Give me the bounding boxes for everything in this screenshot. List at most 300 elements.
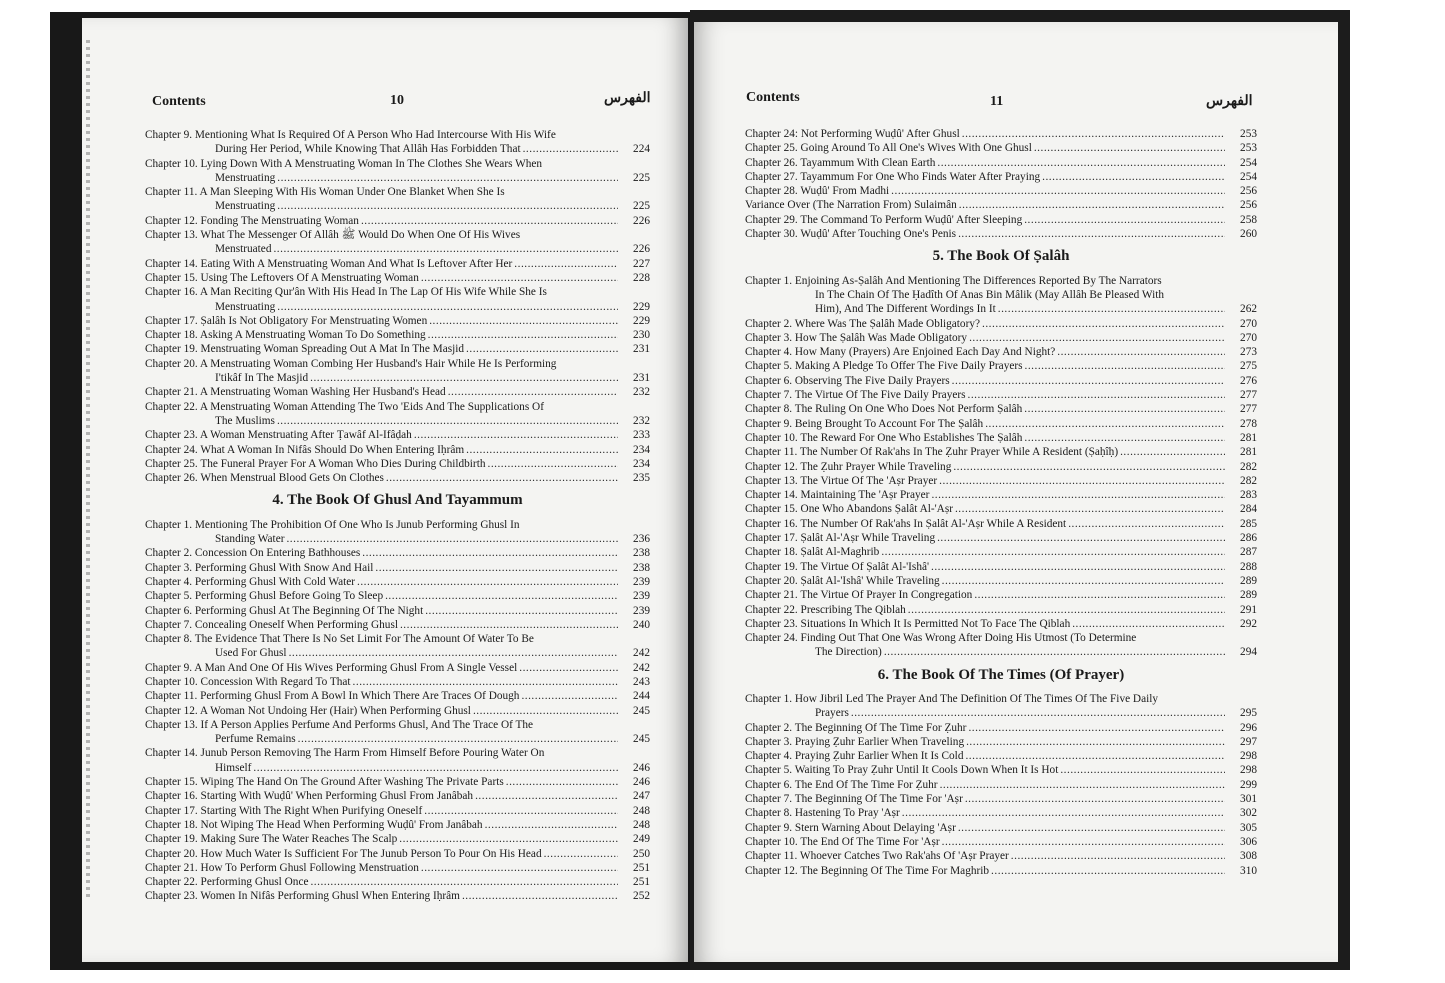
leader-dots — [473, 704, 618, 718]
chapter-number: Chapter 5. — [745, 764, 793, 777]
chapter-number: Chapter 11. — [145, 690, 198, 703]
leader-dots — [1024, 213, 1225, 227]
chapter-title: The Beginning Of The Time For Maghrib — [800, 864, 990, 877]
left-header-title: Contents — [152, 94, 206, 109]
page-ref: 225 — [633, 171, 650, 184]
chapter-title: The Virtue Of Ṣalât Al-'Ishâ' — [800, 560, 930, 573]
leader-dots — [958, 227, 1225, 241]
toc-entry — [145, 185, 650, 214]
toc-entry — [145, 804, 650, 818]
chapter-number: Chapter 30. — [745, 228, 798, 241]
chapter-title-continued: During Her Period, While Knowing That Allâh Has Forbidden That — [215, 143, 521, 156]
page-ref: 238 — [633, 561, 650, 574]
chapter-number: Chapter 6. — [745, 778, 793, 791]
leader-dots — [908, 603, 1225, 617]
chapter-title: Fonding The Menstruating Woman — [200, 214, 359, 227]
chapter-title: A Menstruating Woman Attending The Two 'Eids And The Supplications Of — [199, 400, 544, 413]
chapter-number: Chapter 13. — [145, 229, 198, 242]
left-toc-chapters-ghusl — [145, 518, 650, 904]
toc-entry — [745, 531, 1257, 545]
chapter-title: Tayammum With Clean Earth — [800, 156, 936, 169]
toc-entry — [745, 778, 1257, 792]
chapter-title: The End Of The Time For Ẓuhr — [794, 778, 938, 791]
chapter-title: The Number Of Rak'ahs In Ṣalât Al-'Aṣr While A Resident — [800, 517, 1067, 530]
leader-dots — [1068, 517, 1225, 531]
page-ref: 253 — [1240, 128, 1257, 140]
page-ref: 233 — [633, 429, 650, 442]
chapter-title: How Much Water Is Sufficient For The Junub Person To Pour On His Head — [200, 847, 542, 860]
leader-dots — [286, 532, 618, 546]
chapter-number: Chapter 23. — [145, 890, 198, 903]
chapter-number: Chapter 7. — [745, 793, 793, 806]
chapter-title: Ṣalât Al-'Aṣr While Traveling — [800, 532, 936, 545]
leader-dots — [428, 328, 618, 342]
chapter-number: Chapter 2. — [145, 547, 193, 560]
chapter-title: Concealing Oneself When Performing Ghusl — [194, 618, 398, 631]
page-ref: 277 — [1240, 403, 1257, 416]
page-ref: 234 — [633, 443, 650, 456]
chapter-title: Starting With The Right When Purifying Oneself — [200, 804, 423, 817]
book-title-times: 6. The Book Of The Times (Of Prayer) — [877, 666, 1125, 683]
chapter-number: Chapter 14. — [145, 257, 198, 270]
right-toc-chapters-times — [745, 692, 1257, 878]
page-ref: 289 — [1240, 589, 1257, 602]
chapter-title: Waiting To Pray Ẓuhr Until It Cools Down When It Is Hot — [794, 764, 1059, 777]
chapter-title: The Funeral Prayer For A Woman Who Dies During Childbirth — [200, 457, 486, 470]
leader-dots — [940, 778, 1225, 792]
chapter-title: Tayammum For One Who Finds Water After Praying — [800, 170, 1041, 183]
page-ref: 251 — [633, 876, 650, 889]
page-ref: 270 — [1240, 331, 1257, 344]
chapter-number: Chapter 26. — [745, 156, 798, 169]
page-ref: 225 — [633, 200, 650, 213]
toc-entry — [145, 518, 650, 547]
toc-entry — [145, 789, 650, 803]
toc-entry — [145, 271, 650, 285]
chapter-number: Chapter 23. — [745, 617, 798, 630]
chapter-title-continued: Perfume Remains — [215, 733, 296, 746]
chapter-title-continued: Menstruating — [215, 200, 276, 213]
page-ref: 248 — [633, 818, 650, 831]
page-ref: 296 — [1240, 721, 1257, 734]
page-ref: 262 — [1240, 303, 1257, 316]
chapter-number: Chapter 24. — [145, 443, 198, 456]
toc-entry — [745, 631, 1257, 660]
chapter-title: A Woman Menstruating After Ṭawâf Al-Ifâḍah — [199, 429, 412, 442]
chapter-number: Chapter 11. — [745, 850, 798, 863]
chapter-title: Ṣalât Al-Maghrib — [800, 546, 880, 559]
page-ref: 239 — [633, 590, 650, 603]
chapter-number: Chapter 22. — [145, 400, 198, 413]
toc-entry — [745, 721, 1257, 735]
page-ref: 310 — [1240, 864, 1257, 877]
page-ref: 253 — [1240, 142, 1257, 155]
toc-entry — [745, 749, 1257, 763]
chapter-title: Women In Nifâs Performing Ghusl When Entering Iḥrâm — [200, 890, 460, 903]
binding-stitch — [86, 40, 90, 900]
chapter-number: Chapter 24: — [745, 128, 799, 140]
toc-entry — [145, 314, 650, 328]
right-header-arabic: الفهرس — [1206, 94, 1253, 109]
leader-dots — [884, 645, 1225, 659]
toc-entry — [745, 763, 1257, 777]
page-ref: 298 — [1240, 764, 1257, 777]
leader-dots — [1060, 763, 1225, 777]
page-ref: 270 — [1240, 317, 1257, 330]
toc-entry — [145, 457, 650, 471]
left-toc — [145, 128, 650, 904]
page-ref: 229 — [633, 300, 650, 313]
leader-dots — [985, 417, 1225, 431]
chapter-number: Chapter 13. — [145, 718, 198, 731]
leader-dots — [1025, 359, 1225, 373]
chapter-title: Junub Person Removing The Harm From Himself Before Pouring Water On — [200, 747, 545, 760]
chapter-number: Chapter 28. — [745, 185, 798, 198]
page-ref: 256 — [1240, 199, 1257, 212]
leader-dots — [1042, 170, 1225, 184]
page-ref: 252 — [633, 890, 650, 903]
right-page-number: 11 — [990, 94, 1004, 109]
chapter-title: A Woman Not Undoing Her (Hair) When Performing Ghusl — [199, 704, 471, 717]
chapter-title: Wuḍû' After Touching One's Penis — [800, 228, 957, 241]
chapter-title: One Who Abandons Ṣalât Al-'Aṣr — [800, 503, 953, 516]
chapter-number: Chapter 2. — [745, 317, 793, 330]
leader-dots — [1024, 431, 1225, 445]
chapter-title: Ṣalâh Is Not Obligatory For Menstruating Women — [200, 314, 428, 327]
chapter-title: The End Of The Time For 'Aṣr — [800, 835, 940, 848]
chapter-number: Chapter 24. — [745, 632, 798, 645]
chapter-title: The Ruling On One Who Does Not Perform Ṣalâh — [794, 403, 1023, 416]
chapter-title: The Number Of Rak'ahs In The Ẓuhr Prayer While A Resident (Ṣaḥîḥ) — [799, 446, 1119, 459]
leader-dots — [421, 861, 618, 875]
chapter-number: Chapter 11. — [745, 446, 798, 459]
chapter-number: Chapter 15. — [145, 271, 198, 284]
chapter-title: Wuḍû' From Madhi — [800, 185, 890, 198]
page-ref: 285 — [1240, 517, 1257, 530]
page-ref: 246 — [633, 776, 650, 789]
page-ref: 299 — [1240, 778, 1257, 791]
chapter-title: Performing Ghusl At The Beginning Of The Night — [194, 604, 424, 617]
chapter-title-continued: Used For Ghusl — [215, 647, 287, 660]
leader-dots — [466, 342, 618, 356]
leader-dots — [289, 646, 618, 660]
leader-dots — [361, 214, 618, 228]
leader-dots — [421, 271, 618, 285]
chapter-number: Chapter 5. — [745, 360, 793, 373]
toc-entry — [145, 285, 650, 314]
toc-entry — [745, 617, 1257, 631]
page-ref: 275 — [1240, 360, 1257, 373]
page-ref: 301 — [1240, 793, 1257, 806]
toc-entry — [145, 357, 650, 386]
leader-dots — [519, 661, 618, 675]
chapter-number: Chapter 18. — [745, 546, 798, 559]
leader-dots — [937, 156, 1225, 170]
toc-entry — [745, 821, 1257, 835]
leader-dots — [514, 257, 618, 271]
chapter-number: Chapter 3. — [745, 331, 793, 344]
chapter-title: Concession With Regard To That — [200, 675, 351, 688]
toc-entry — [745, 488, 1257, 502]
toc-entry — [145, 257, 650, 271]
leader-dots — [462, 889, 618, 903]
page-ref: 256 — [1240, 185, 1257, 198]
chapter-title: Performing Ghusl Once — [200, 876, 309, 889]
chapter-number: Chapter 20. — [745, 574, 798, 587]
toc-entry — [145, 889, 650, 903]
chapter-title: Performing Ghusl Before Going To Sleep — [194, 590, 384, 603]
toc-entry — [745, 835, 1257, 849]
chapter-number: Chapter 2. — [745, 721, 793, 734]
chapter-title: Not Wiping The Head When Performing Wuḍû' From Janâbah — [200, 818, 483, 831]
leader-dots — [424, 804, 618, 818]
chapter-title: The Virtue Of Prayer In Congregation — [800, 589, 973, 602]
page-ref: 282 — [1240, 460, 1257, 473]
toc-entry — [745, 274, 1257, 317]
toc-entry — [745, 445, 1257, 459]
chapter-number: Chapter 5. — [145, 590, 193, 603]
toc-entry — [745, 574, 1257, 588]
chapter-number: Chapter 9. — [745, 821, 793, 834]
leader-dots — [953, 460, 1225, 474]
toc-entry — [745, 603, 1257, 617]
chapter-title: Where Was The Ṣalâh Made Obligatory? — [794, 317, 981, 330]
toc-entry — [745, 156, 1257, 170]
chapter-title: Wiping The Hand On The Ground After Washing The Private Parts — [200, 776, 504, 789]
chapter-number: Chapter 4. — [745, 346, 793, 359]
toc-entry — [145, 861, 650, 875]
toc-entry — [745, 374, 1257, 388]
toc-entry — [745, 864, 1257, 878]
page-ref: 247 — [633, 790, 650, 803]
chapter-number: Chapter 14. — [745, 489, 798, 502]
chapter-title: Eating With A Menstruating Woman And What Is Leftover After Her — [200, 257, 513, 270]
page-ref: 289 — [1240, 574, 1257, 587]
toc-entry — [145, 561, 650, 575]
toc-entry — [145, 875, 650, 889]
leader-dots — [277, 171, 618, 185]
toc-entry — [145, 428, 650, 442]
chapter-title: Stern Warning About Delaying 'Aṣr — [794, 821, 956, 834]
page-ref: 283 — [1240, 489, 1257, 502]
page-ref: 281 — [1240, 431, 1257, 444]
leader-dots — [962, 127, 1225, 141]
chapter-number: Chapter 16. — [145, 286, 198, 299]
chapter-title: Situations In Which It Is Permitted Not To Face The Qiblah — [800, 617, 1071, 630]
toc-entry — [745, 359, 1257, 373]
page-ref: 295 — [1240, 707, 1257, 720]
page-ref: 254 — [1240, 170, 1257, 183]
chapter-title: How Many (Prayers) Are Enjoined Each Day And Night? — [794, 346, 1056, 359]
left-toc-chapters-menstruation — [145, 128, 650, 485]
page-ref: 234 — [633, 457, 650, 470]
leader-dots — [521, 689, 618, 703]
chapter-title: The Evidence That There Is No Set Limit For The Amount Of Water To Be — [194, 633, 534, 646]
page-ref: 284 — [1240, 503, 1257, 516]
leader-dots — [998, 302, 1225, 316]
chapter-title: Being Brought To Account For The Ṣalâh — [794, 417, 984, 430]
toc-entry — [145, 471, 650, 485]
chapter-number: Chapter 10. — [145, 157, 198, 170]
toc-entry — [145, 400, 650, 429]
chapter-number: Chapter 25. — [745, 142, 798, 155]
leader-dots — [475, 789, 618, 803]
page-ref: 305 — [1240, 821, 1257, 834]
toc-entry — [745, 184, 1257, 198]
chapter-title: Maintaining The 'Aṣr Prayer — [800, 489, 930, 502]
leader-dots — [851, 706, 1225, 720]
toc-entry — [145, 704, 650, 718]
chapter-number: Chapter 9. — [145, 129, 193, 141]
page-ref: 245 — [633, 704, 650, 717]
page-ref: 238 — [633, 547, 650, 560]
chapter-number: Chapter 10. — [745, 431, 798, 444]
chapter-number: Chapter 11. — [145, 186, 198, 199]
page-ref: 245 — [633, 733, 650, 746]
chapter-title: The Reward For One Who Establishes The Ṣalâh — [800, 431, 1023, 444]
leader-dots — [965, 792, 1225, 806]
chapter-number: Chapter 21. — [745, 589, 798, 602]
chapter-number: Chapter 10. — [745, 835, 798, 848]
toc-entry — [145, 214, 650, 228]
page-ref: 258 — [1240, 213, 1257, 226]
page-ref: 246 — [633, 761, 650, 774]
page-ref: 239 — [633, 575, 650, 588]
page-ref: 231 — [633, 372, 650, 385]
chapter-title: Performing Ghusl From A Bowl In Which There Are Traces Of Dough — [200, 690, 520, 703]
chapter-number: Chapter 1. — [145, 518, 193, 531]
chapter-number: Chapter 6. — [145, 604, 193, 617]
chapter-number: Chapter 21. — [145, 386, 198, 399]
chapter-title-continued: Himself — [215, 761, 252, 774]
leader-dots — [969, 331, 1225, 345]
page-ref: 228 — [633, 271, 650, 284]
chapter-number: Chapter 19. — [145, 343, 198, 356]
chapter-title: Menstruating Woman Spreading Out A Mat In The Masjid — [200, 343, 465, 356]
chapter-title: The Ẓuhr Prayer While Traveling — [800, 460, 952, 473]
chapter-title-continued: Prayers — [815, 707, 849, 720]
leader-dots — [1072, 617, 1225, 631]
page-ref: 291 — [1240, 603, 1257, 616]
toc-entry — [145, 575, 650, 589]
leader-dots — [1011, 849, 1225, 863]
page-ref: 242 — [633, 661, 650, 674]
leader-dots — [982, 317, 1225, 331]
chapter-title: Prescribing The Qiblah — [800, 603, 906, 616]
chapter-title-continued: Menstruating — [215, 300, 276, 313]
leader-dots — [425, 604, 618, 618]
chapter-number: Chapter 1. — [745, 274, 793, 287]
toc-entry — [745, 345, 1257, 359]
chapter-number: Chapter 1. — [745, 692, 793, 705]
leader-dots — [523, 142, 618, 156]
chapter-title: Performing Ghusl With Cold Water — [194, 575, 356, 588]
leader-dots — [485, 818, 618, 832]
chapter-number: Chapter 19. — [745, 560, 798, 573]
toc-entry — [745, 331, 1257, 345]
page-ref: 260 — [1240, 228, 1257, 241]
leader-dots — [968, 388, 1225, 402]
chapter-title: If A Person Applies Perfume And Performs Ghusl, And The Trace Of The — [200, 718, 534, 731]
chapter-title: Mentioning The Prohibition Of One Who Is Junub Performing Ghusl In — [194, 518, 520, 531]
leader-dots — [991, 864, 1225, 878]
chapter-title: Performing Ghusl With Snow And Hail — [194, 561, 374, 574]
toc-entry — [745, 141, 1257, 155]
leader-dots — [466, 443, 618, 457]
page-ref: 229 — [633, 314, 650, 327]
book-title-ghusl: 4. The Book Of Ghusl And Tayammum — [272, 492, 523, 509]
chapter-title-continued: Him), And The Different Wordings In It — [815, 303, 996, 316]
chapter-title: When Menstrual Blood Gets On Clothes — [200, 472, 384, 485]
leader-dots — [965, 749, 1225, 763]
page-ref: 277 — [1240, 389, 1257, 402]
page-ref: 302 — [1240, 807, 1257, 820]
chapter-title: The Beginning Of The Time For 'Aṣr — [794, 793, 963, 806]
chapter-title: What The Messenger Of Allâh ﷺ Would Do When One Of His Wives — [200, 229, 521, 242]
chapter-title: Using The Leftovers Of A Menstruating Woman — [200, 271, 419, 284]
leader-dots — [353, 675, 618, 689]
chapter-title: Ṣalât Al-'Ishâ' While Traveling — [800, 574, 940, 587]
leader-dots — [298, 732, 618, 746]
chapter-title-continued: In The Chain Of The Ḥadîth Of Anas Bin Mâlik (May Allâh Be Pleased With — [815, 288, 1165, 301]
toc-entry — [745, 560, 1257, 574]
leader-dots — [939, 474, 1225, 488]
page-ref: 230 — [633, 329, 650, 342]
chapter-number: Chapter 12. — [145, 214, 198, 227]
chapter-title: The Virtue Of The 'Aṣr Prayer — [800, 474, 938, 487]
page-ref: 243 — [633, 675, 650, 688]
page-ref: 236 — [633, 533, 650, 546]
chapter-title: The Command To Perform Wuḍû' After Sleeping — [800, 213, 1023, 226]
chapter-number: Chapter 20. — [145, 357, 198, 370]
page-ref: 294 — [1240, 646, 1257, 659]
toc-entry — [145, 618, 650, 632]
leader-dots — [902, 806, 1225, 820]
toc-entry — [745, 388, 1257, 402]
chapter-title-continued: Menstruated — [215, 243, 272, 256]
chapter-title: Enjoining As-Ṣalâh And Mentioning The Differences Reported By The Narrators — [794, 274, 1162, 287]
toc-entry — [745, 735, 1257, 749]
toc-entry — [145, 746, 650, 775]
toc-entry — [145, 128, 650, 157]
toc-entry — [745, 792, 1257, 806]
chapter-number: Chapter 17. — [145, 804, 198, 817]
chapter-number: Chapter 15. — [745, 503, 798, 516]
toc-entry — [745, 849, 1257, 863]
leader-dots — [399, 832, 618, 846]
toc-entry — [745, 417, 1257, 431]
toc-entry — [145, 546, 650, 560]
chapter-title: A Man Reciting Qur'ân With His Head In The Lap Of His Wife While She Is — [199, 286, 547, 299]
leader-dots — [357, 575, 618, 589]
page-ref: 298 — [1240, 750, 1257, 763]
page-ref: 248 — [633, 804, 650, 817]
left-header-arabic: الفهرس — [604, 91, 651, 106]
toc-entry — [745, 170, 1257, 184]
chapter-number: Chapter 17. — [745, 532, 798, 545]
leader-dots — [375, 561, 618, 575]
toc-entry — [145, 589, 650, 603]
chapter-title: Praying Ẓuhr Earlier When It Is Cold — [794, 750, 964, 763]
chapter-title-continued: Standing Water — [215, 533, 285, 546]
chapter-title: Going Around To All One's Wives With One Ghusl — [800, 142, 1032, 155]
page-ref: 250 — [633, 847, 650, 860]
leader-dots — [1120, 445, 1225, 459]
toc-entry — [745, 460, 1257, 474]
toc-entry — [745, 213, 1257, 227]
page-ref: 244 — [633, 690, 650, 703]
page-ref: 286 — [1240, 532, 1257, 545]
